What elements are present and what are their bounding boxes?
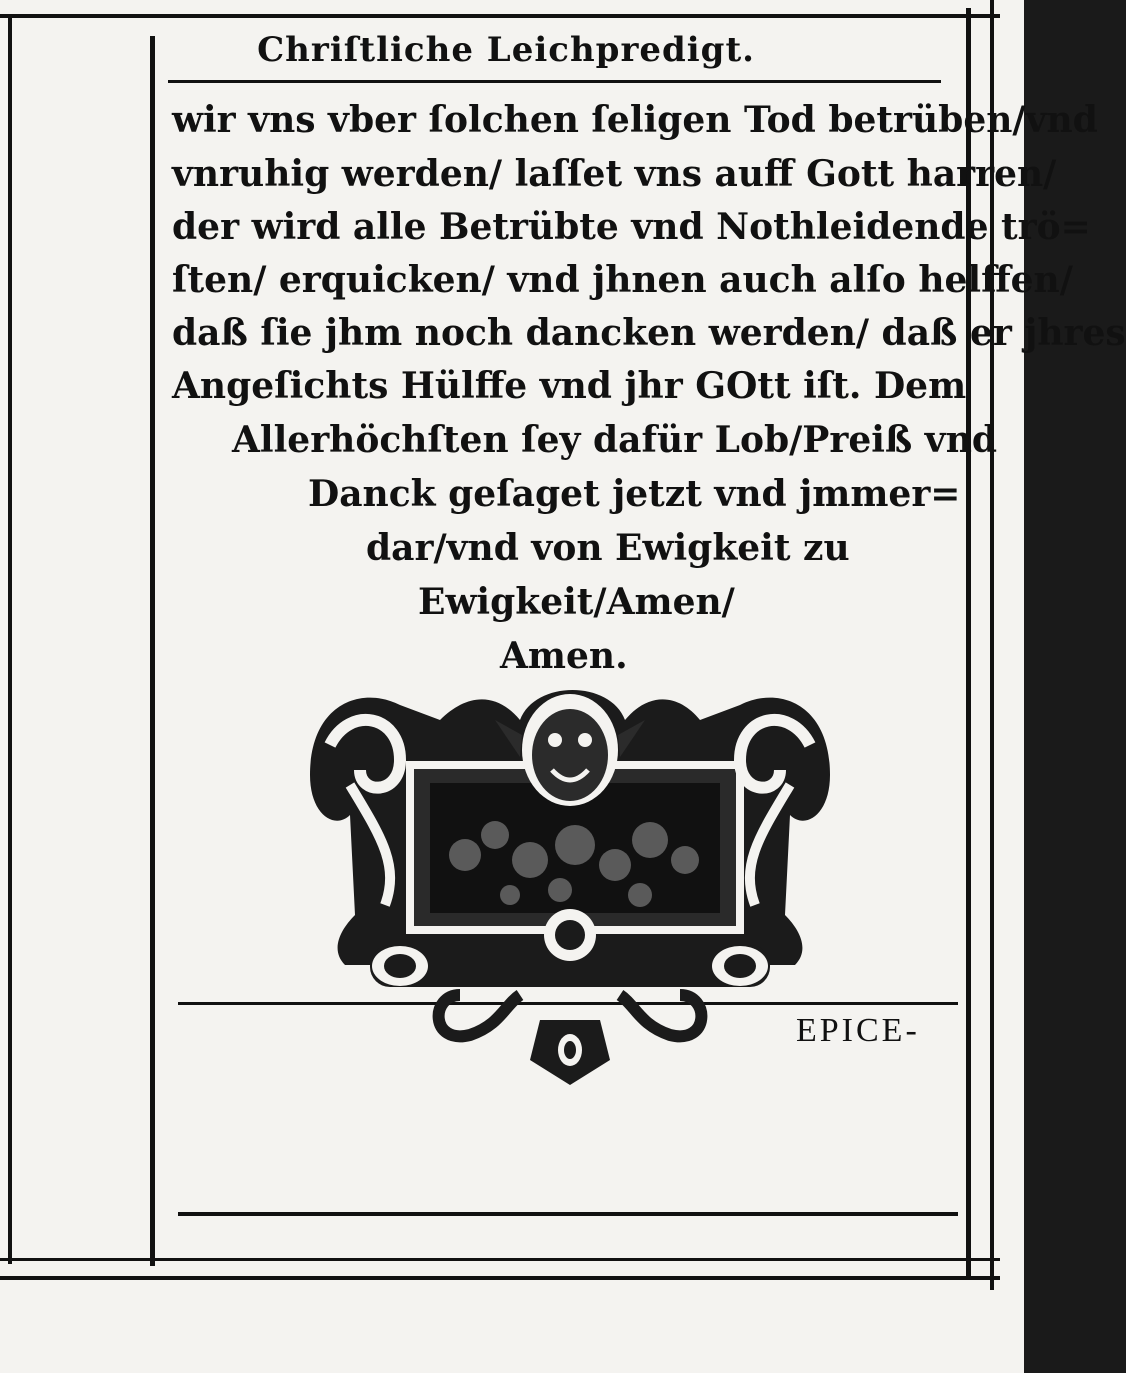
outer-right-rule [966,8,971,1278]
running-head-text: Chriſtliche Leichpredigt. [257,30,755,70]
text-line: Danck geſaget jetzt vnd jmmer= [308,473,961,515]
text-line: wir vns vber ſolchen ſeligen Tod betrüben/vnd [172,99,1098,141]
bottom-rule-2 [0,1276,1000,1280]
woodcut-cartouche-icon [290,665,850,1105]
outer-top-rule [0,14,1000,18]
text-line: Ewigkeit/Amen/ [418,581,735,623]
running-head [200,30,945,70]
text-line: vnruhig werden/ laſſet vns auff Gott harren/ [172,153,1057,195]
header-rule [168,80,941,83]
text-line: daß ſie jhm noch dancken werden/ daß er jhres [172,312,1126,354]
text-line: dar/vnd von Ewigkeit zu [366,527,850,569]
text-line: der wird alle Betrübte vnd Nothleidende trö= [172,206,1091,248]
text-line: ſten/ erquicken/ vnd jhnen auch alſo helffen/ [172,259,1073,301]
text-line: Amen. [500,635,628,677]
inner-left-rule [150,36,155,1266]
catchword: EPICE- [796,1012,920,1049]
bottom-rule [0,1258,1000,1261]
text-line: Angeſichts Hülffe vnd jhr GOtt iſt. Dem [172,365,967,407]
text-line: Allerhöchſten ſey dafür Lob/Preiß vnd [232,419,998,461]
outer-left-rule [8,14,12,1264]
footer-rule-2 [178,1212,958,1216]
